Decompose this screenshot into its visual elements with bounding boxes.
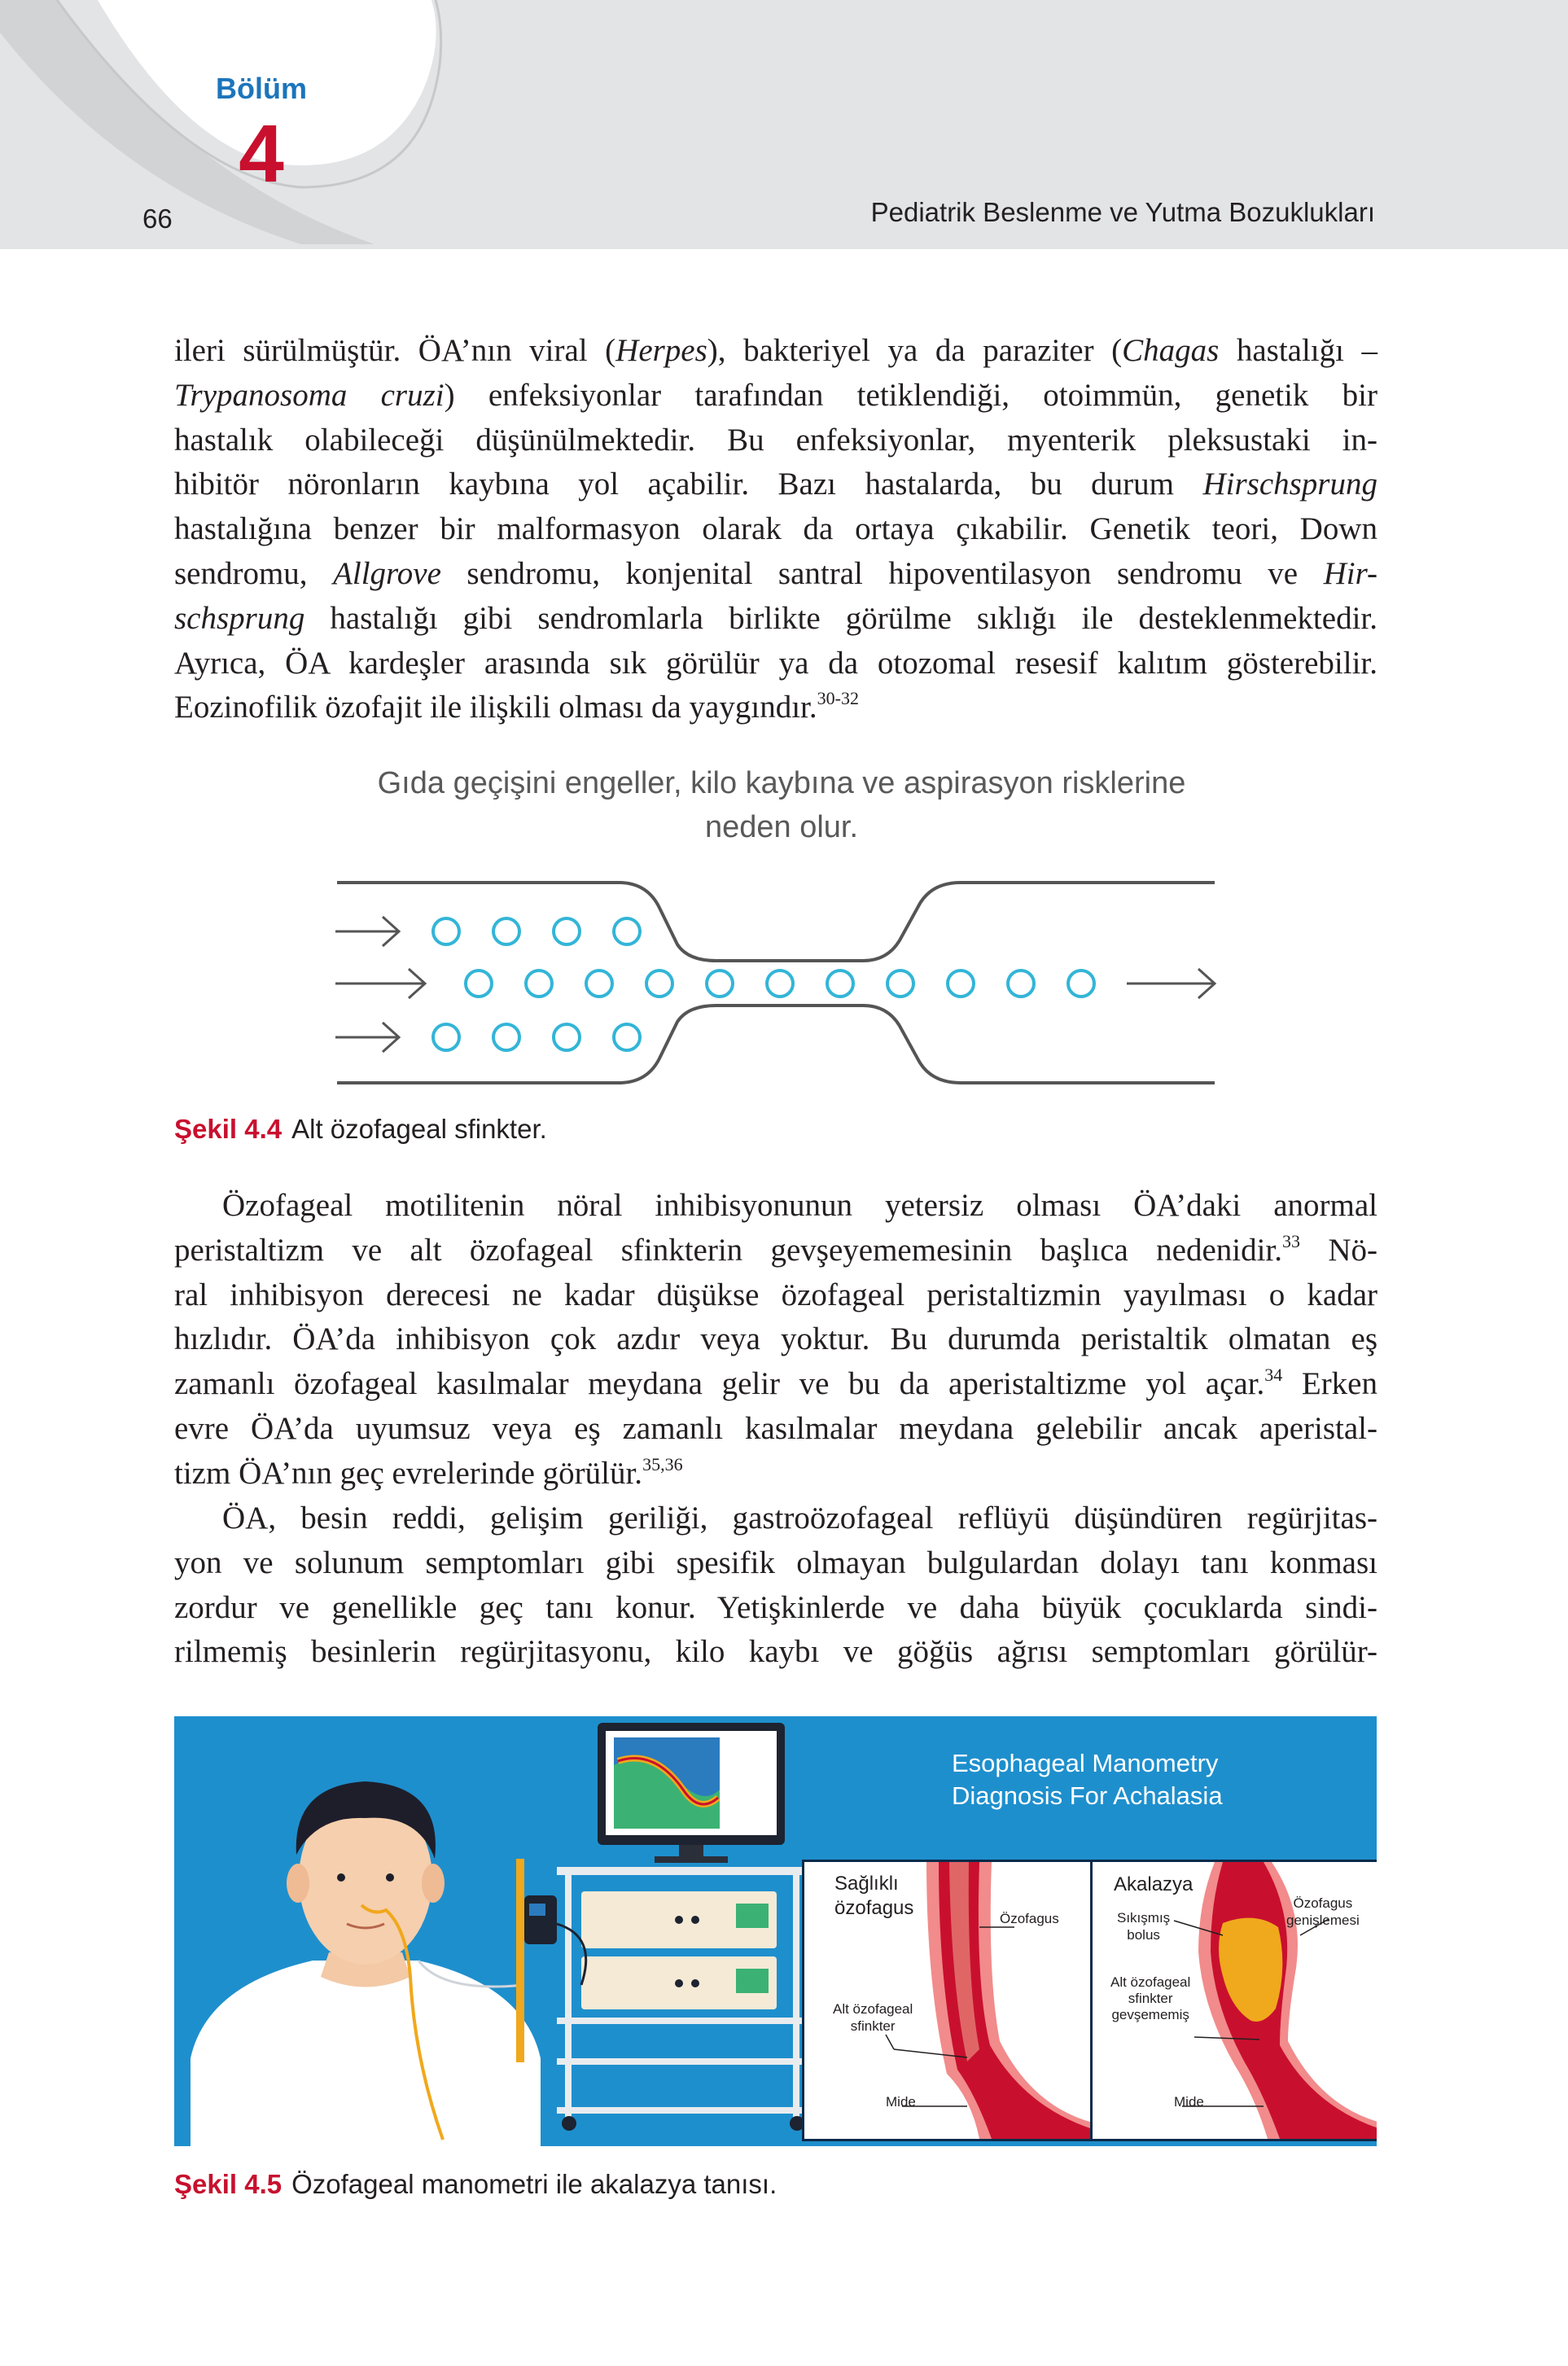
caption-label: Şekil 4.4 bbox=[174, 1114, 283, 1144]
label-stomach: Mide bbox=[1174, 2094, 1204, 2110]
label-lower-sphincter-not-relaxed: Alt özofageal sfinkter gevşememiş bbox=[1110, 1974, 1191, 2022]
manometry-cart-illustration bbox=[516, 1859, 809, 2131]
food-particle bbox=[767, 970, 793, 997]
text-line: schsprung hastalığı gibi sendromlarla birlikte görülme sıklığı ile desteklenmektedir. bbox=[174, 600, 1377, 636]
text-line: ral inhibisyon derecesi ne kadar düşükse özofageal peristaltizmin yayılması o kadar bbox=[174, 1277, 1377, 1312]
text-line: Özofageal motilitenin nöral inhibisyonunun yetersiz olması ÖA’daki anormal bbox=[222, 1188, 1377, 1223]
illustration-title: Esophageal Manometry Diagnosis For Achalasia bbox=[952, 1749, 1223, 1810]
food-particle bbox=[614, 1024, 640, 1050]
panel-title: Sağlıklı özofagus bbox=[834, 1873, 914, 1919]
food-particle bbox=[707, 970, 733, 997]
food-particle bbox=[827, 970, 853, 997]
text-line: Trypanosoma cruzi) enfeksiyonlar tarafından tetiklendiği, otoimmün, genetik bir bbox=[174, 377, 1378, 413]
citation: 33 bbox=[1282, 1230, 1301, 1251]
text-line: zordur ve genellikle geç tanı konur. Yetişkinlerde ve daha büyük çocuklarda sindi- bbox=[174, 1589, 1377, 1625]
panel-achalasia bbox=[1090, 1860, 1377, 2141]
food-particle bbox=[948, 970, 974, 997]
arrow-icon bbox=[335, 917, 399, 946]
arrow-icon bbox=[335, 969, 425, 998]
food-particle bbox=[493, 1024, 519, 1050]
food-particle bbox=[466, 970, 492, 997]
running-title: Pediatrik Beslenme ve Yutma Bozuklukları bbox=[870, 197, 1375, 227]
figure-4-4-title: Gıda geçişini engeller, kilo kaybına ve aspirasyon risklerine neden olur. bbox=[377, 766, 1186, 844]
label-esophageal-dilation: Özofagus genişlemesi bbox=[1286, 1895, 1360, 1928]
page-number: 66 bbox=[142, 204, 173, 234]
citation: 30-32 bbox=[817, 688, 859, 709]
label-stomach: Mide bbox=[886, 2094, 916, 2110]
food-particle bbox=[1068, 970, 1094, 997]
figure-4-5-caption bbox=[174, 2169, 777, 2200]
arrow-icon bbox=[1127, 969, 1215, 998]
esophagus-wall-bottom bbox=[337, 1006, 1215, 1083]
paragraph-3 bbox=[174, 1496, 1377, 1675]
text-line: zamanlı özofageal kasılmalar meydana gelir ve bu da aperistaltizme yol açar.$^{34}$ Erken bbox=[174, 1365, 1377, 1402]
manometry-illustration bbox=[174, 1716, 1377, 2146]
food-particle bbox=[887, 970, 913, 997]
food-particle bbox=[433, 918, 459, 944]
text-line: hastalığına benzer bir malformasyon olarak da ortaya çıkabilir. Genetik teori, Down bbox=[174, 511, 1377, 547]
label-lower-sphincter: Alt özofageal sfinkter bbox=[833, 2001, 913, 2034]
arrow-icon bbox=[335, 1023, 399, 1052]
label-esophagus: Özofagus bbox=[1000, 1911, 1059, 1926]
text-line: sendromu, Allgrove sendromu, konjenital santral hipoventilasyon sendromu ve Hir- bbox=[174, 555, 1377, 591]
food-particle bbox=[526, 970, 552, 997]
monitor-illustration bbox=[598, 1723, 785, 1863]
text-line: ÖA, besin reddi, gelişim geriliği, gastroözofageal reflüyü düşündüren regürjitas- bbox=[222, 1501, 1377, 1536]
food-particle bbox=[646, 970, 672, 997]
text-line: rilmemiş besinlerin regürjitasyonu, kilo kaybı ve göğüs ağrısı semptomları görülür- bbox=[174, 1634, 1377, 1670]
text-line: yon ve solunum semptomları gibi spesifik olmayan bulgulardan dolayı tanı konması bbox=[174, 1544, 1377, 1580]
citation: 34 bbox=[1264, 1365, 1283, 1386]
food-particle bbox=[614, 918, 640, 944]
food-particle bbox=[433, 1024, 459, 1050]
chapter-number: 4 bbox=[239, 108, 284, 199]
text-line: hastalık olabileceği düşünülmektedir. Bu enfeksiyonlar, myenterik pleksustaki in- bbox=[174, 422, 1377, 458]
caption-label: Şekil 4.5 bbox=[174, 2169, 283, 2199]
label-stuck-bolus: Sıkışmış bolus bbox=[1117, 1910, 1171, 1943]
chapter-word: Bölüm bbox=[216, 72, 307, 105]
esophagus-wall-top bbox=[337, 883, 1215, 961]
text-line: peristaltizm ve alt özofageal sfinkterin gevşeyememesinin başlıca nedenidir.$^{33}$ Nö- bbox=[174, 1230, 1377, 1268]
caption-text: Alt özofageal sfinkter. bbox=[291, 1114, 547, 1144]
panel-healthy-esophagus bbox=[802, 1860, 1095, 2141]
food-particle bbox=[1008, 970, 1034, 997]
paragraph-2 bbox=[174, 1184, 1377, 1496]
text-line: hızlıdır. ÖA’da inhibisyon çok azdır veya yoktur. Bu durumda peristaltik olmatan eş bbox=[174, 1321, 1377, 1357]
food-particle bbox=[493, 918, 519, 944]
text-line: hibitör nöronların kaybına yol açabilir. Bazı hastalarda, bu durum Hirschsprung bbox=[174, 467, 1377, 502]
citation: 35,36 bbox=[642, 1453, 683, 1474]
text-line: Eozinofilik özofajit ile ilişkili olması da yaygındır.$^{30-32}$ bbox=[174, 688, 859, 725]
text-line: ileri sürülmüştür. ÖA’nın viral (Herpes), bakteriyel ya da paraziter (Chagas hastalığı – bbox=[174, 333, 1378, 368]
figure-4-4-caption bbox=[174, 1114, 547, 1145]
food-particle bbox=[586, 970, 612, 997]
food-particle bbox=[554, 1024, 580, 1050]
text-line: evre ÖA’da uyumsuz veya eş zamanlı kasılmalar meydana gelebilir ancak aperistal- bbox=[174, 1410, 1377, 1446]
sphincter-diagram bbox=[326, 863, 1237, 1099]
text-line: tizm ÖA’nın geç evrelerinde görülür.$^{35,36}$ bbox=[174, 1453, 683, 1491]
paragraph-1 bbox=[174, 329, 1377, 730]
food-particles bbox=[433, 918, 1094, 1050]
text-line: Ayrıca, ÖA kardeşler arasında sık görülür ya da otozomal resesif kalıtım gösterebilir. bbox=[174, 645, 1377, 681]
food-particle bbox=[554, 918, 580, 944]
caption-text: Özofageal manometri ile akalazya tanısı. bbox=[291, 2169, 777, 2199]
panel-title: Akalazya bbox=[1114, 1873, 1194, 1895]
patient-illustration bbox=[191, 1781, 541, 2146]
